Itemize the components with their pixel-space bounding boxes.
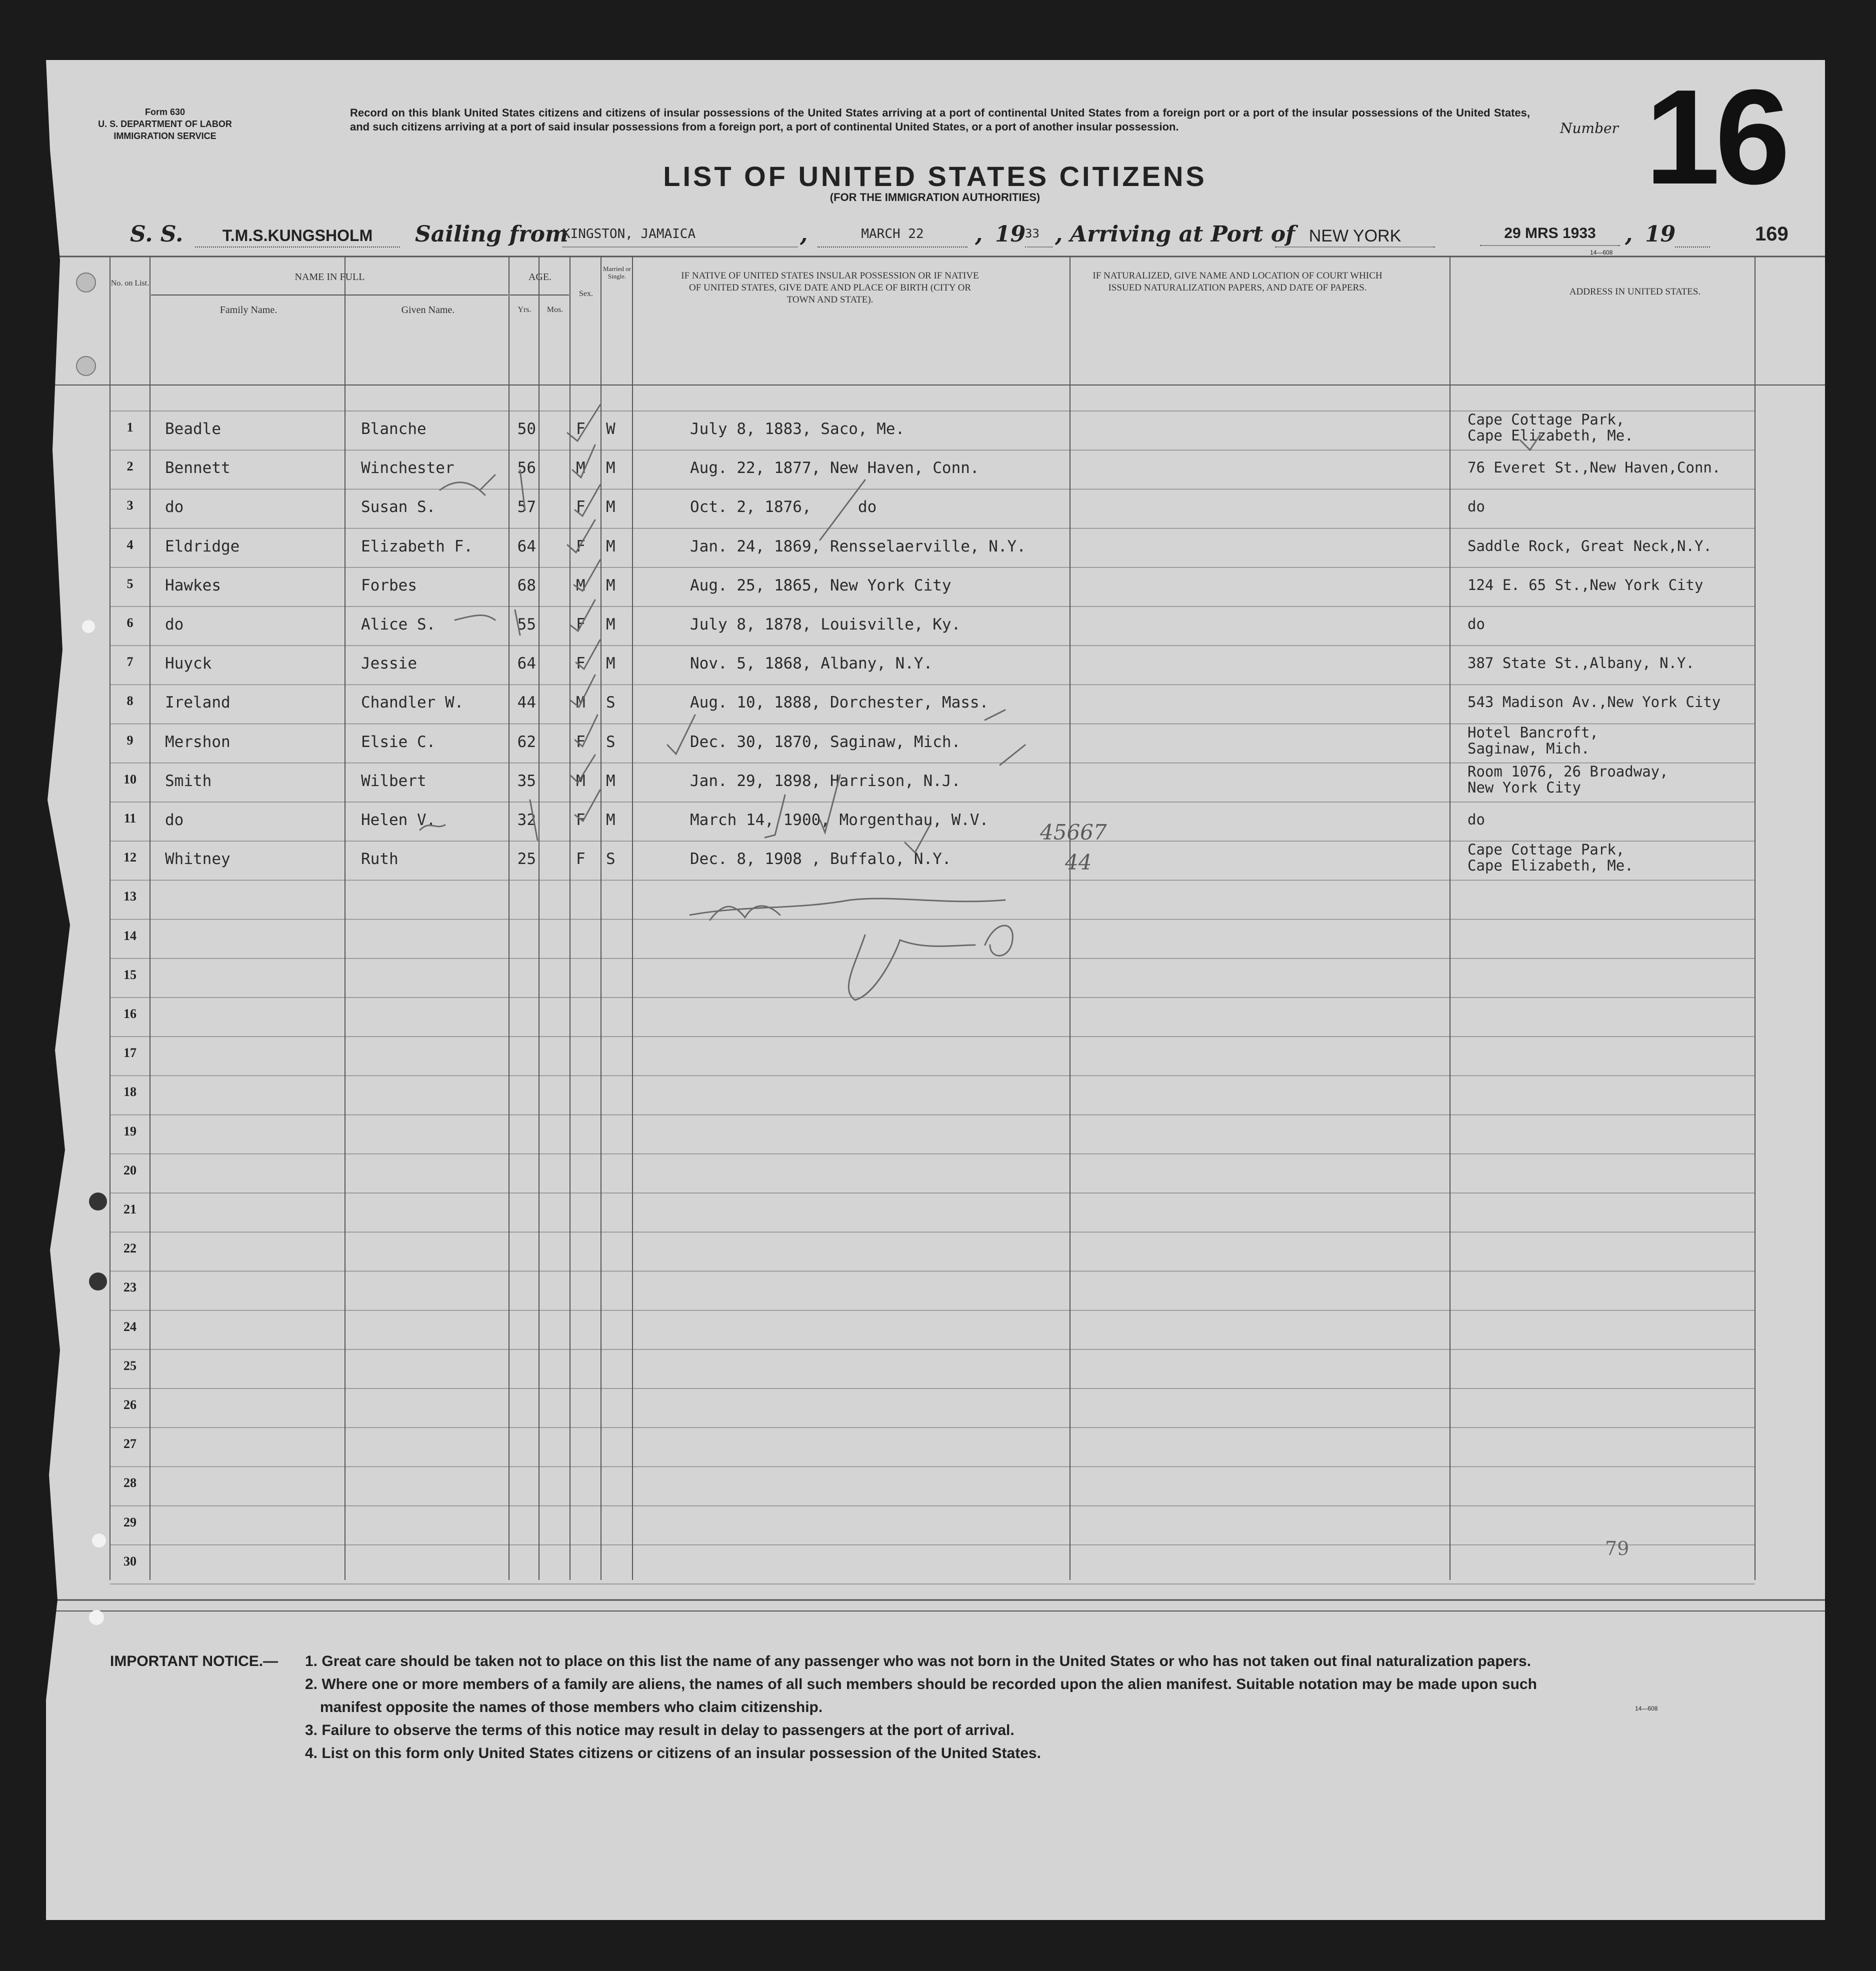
year-prefix-2: 19 (1645, 222, 1676, 247)
marital-status-cell: W (606, 420, 616, 438)
department-name: U. S. DEPARTMENT OF LABOR (98, 119, 232, 129)
birth-place-cell: Aug. 22, 1877, New Haven, Conn. (690, 459, 980, 478)
row-number: 12 (124, 850, 136, 865)
given-name-cell: Helen V. (361, 811, 436, 829)
check-mark (820, 480, 865, 540)
address-line-1-cell: Cape Cottage Park, (1468, 411, 1625, 428)
col-naturalized: IF NATURALIZED, GIVE NAME AND LOCATION OF COURT WHICH ISSUED NATURALIZATION PAPERS, AND DATE OF PAPERS. (1092, 270, 1382, 293)
family-name-cell: do (165, 811, 184, 829)
col-family-name: Family Name. (220, 304, 278, 316)
marital-status-cell: S (606, 694, 616, 712)
col-sex: Sex. (579, 290, 593, 298)
binder-hole (89, 1272, 107, 1290)
sex-cell: F (576, 732, 586, 751)
departure-port: KINGSTON, JAMAICA (562, 226, 798, 248)
col-address: ADDRESS IN UNITED STATES. (1569, 286, 1701, 297)
given-name-cell: Susan S. (361, 498, 436, 516)
notice-item: 3. Failure to observe the terms of this notice may result in delay to passengers at the port of arrival. (305, 1722, 1014, 1738)
arrival-date-stamp: 29 MRS 1933 (1480, 225, 1620, 246)
binder-hole (92, 1534, 106, 1548)
check-mark (572, 445, 595, 478)
inspector-signature (690, 898, 1005, 915)
family-name-cell: Smith (165, 772, 212, 790)
sex-cell: F (576, 616, 586, 634)
departure-date: MARCH 22 (818, 226, 968, 248)
col-age: AGE. (528, 272, 552, 282)
age-cell: 32 (517, 811, 536, 829)
col-no: No. on List. (110, 279, 150, 288)
sex-cell: M (576, 459, 586, 478)
row-number: 10 (124, 772, 136, 786)
address-line-1-cell: Saddle Rock, Great Neck,N.Y. (1468, 537, 1712, 554)
family-name-cell: Ireland (165, 694, 230, 712)
marital-status-cell: M (606, 537, 616, 556)
check-mark (820, 775, 840, 832)
check-mark (570, 755, 595, 782)
row-number: 19 (124, 1124, 136, 1138)
age-cell: 50 (517, 420, 536, 438)
row-number: 22 (124, 1241, 136, 1256)
address-line-1-cell: 543 Madison Av.,New York City (1468, 694, 1721, 711)
check-mark (905, 825, 930, 852)
address-line-1-cell: do (1468, 616, 1485, 632)
age-cell: 64 (517, 537, 536, 556)
check-mark (568, 520, 595, 552)
address-line-1-cell: 387 State St.,Albany, N.Y. (1468, 654, 1694, 672)
birth-place-cell: Nov. 5, 1868, Albany, N.Y. (690, 654, 933, 673)
sex-cell: F (576, 850, 586, 868)
marital-status-cell: M (606, 459, 616, 478)
arriving-label: Arriving at Port of (1070, 222, 1296, 247)
page-title: LIST OF UNITED STATES CITIZENS (663, 160, 1207, 192)
binder-hole (82, 620, 95, 633)
age-cell: 35 (517, 772, 536, 790)
row-number: 14 (124, 928, 136, 943)
handwritten-marks (45, 60, 1825, 1920)
row-number: 24 (124, 1319, 136, 1334)
age-cell: 56 (517, 459, 536, 478)
birth-place-cell: Dec. 30, 1870, Saginaw, Mich. (690, 732, 961, 751)
service-name: IMMIGRATION SERVICE (114, 131, 216, 141)
marital-status-cell: S (606, 732, 616, 751)
row-number: 5 (126, 576, 134, 591)
age-cell: 64 (517, 654, 536, 673)
col-yrs: Yrs. (518, 306, 532, 314)
address-line-2-cell: Saginaw, Mich. (1468, 740, 1590, 757)
handwritten-note-number: 45667 (1040, 820, 1107, 844)
marital-status-cell: M (606, 498, 616, 516)
birth-place-cell: Jan. 29, 1898, Harrison, N.J. (690, 772, 961, 790)
check-mark (570, 675, 595, 707)
check-mark (570, 600, 595, 631)
given-name-cell: Chandler W. (361, 694, 464, 712)
sex-cell: M (576, 772, 586, 790)
printer-mark: 14—608 (1590, 249, 1613, 256)
given-name-cell: Forbes (361, 576, 417, 594)
row-number: 28 (124, 1476, 136, 1490)
check-mark (575, 715, 598, 746)
row-number: 17 (124, 1046, 136, 1060)
handwritten-note-count: 44 (1065, 850, 1092, 874)
sex-cell: F (576, 654, 586, 673)
address-line-1-cell: 76 Everet St.,New Haven,Conn. (1468, 459, 1721, 476)
age-cell: 44 (517, 694, 536, 712)
address-line-1-cell: do (1468, 811, 1485, 828)
family-name-cell: Hawkes (165, 576, 221, 594)
check-mark (575, 790, 600, 821)
family-name-cell: do (165, 616, 184, 634)
bottom-note-number: 79 (1605, 1538, 1630, 1560)
notice-item: 1. Great care should be taken not to place on this list the name of any passenger who was not born in the United States or who has not taken out final naturalization papers. (305, 1653, 1532, 1670)
birth-place-cell: Jan. 24, 1869, Rensselaerville, N.Y. (690, 537, 1026, 556)
notice-label: IMPORTANT NOTICE.— (110, 1653, 278, 1670)
age-cell: 68 (517, 576, 536, 594)
given-name-cell: Wilbert (361, 772, 426, 790)
ss-label: S. S. (130, 222, 184, 247)
row-number: 16 (124, 1006, 136, 1021)
notice-printer-mark: 14—608 (1635, 1705, 1658, 1712)
voyage-line: S. S. T.M.S.KUNGSHOLM Sailing from KINGSTON, JAMAICA , MARCH 22 , 19 33 , Arriving at Port of NEW YORK 29 MRS 1933 , 19 169 (130, 222, 1788, 247)
notice-items (305, 1650, 1805, 1765)
marital-status-cell: M (606, 811, 616, 829)
manifest-sheet (45, 60, 1825, 1920)
birth-place-cell: Dec. 8, 1908 , Buffalo, N.Y. (690, 850, 952, 868)
row-number: 7 (126, 654, 134, 670)
birth-place-cell: July 8, 1883, Saco, Me. (690, 420, 905, 438)
row-number: 2 (126, 459, 134, 474)
address-line-2-cell: Cape Elizabeth, Me. (1468, 427, 1634, 444)
given-name-cell: Elizabeth F. (361, 537, 473, 556)
row-number: 6 (126, 616, 134, 630)
page-subtitle: (FOR THE IMMIGRATION AUTHORITIES) (830, 191, 1040, 204)
year-suffix: 33 (1025, 226, 1052, 248)
row-number: 3 (126, 498, 134, 513)
page-number: 169 (1755, 223, 1788, 245)
marital-status-cell: M (606, 576, 616, 594)
check-mark (575, 485, 600, 516)
family-name-cell: Bennett (165, 459, 230, 478)
given-name-cell: Elsie C. (361, 732, 436, 751)
family-name-cell: Beadle (165, 420, 221, 438)
given-name-cell: Winchester (361, 459, 454, 478)
form-number: Form 630 (144, 107, 186, 117)
row-number: 18 (124, 1084, 136, 1100)
birth-place-cell: Oct. 2, 1876, do (690, 498, 877, 516)
year-prefix: 19 (995, 222, 1026, 247)
sex-cell: F (576, 498, 586, 516)
check-mark (576, 640, 600, 669)
check-mark (568, 405, 600, 441)
marital-status-cell: M (606, 772, 616, 790)
col-birth: IF NATIVE OF UNITED STATES INSULAR POSSESSION OR IF NATIVE OF UNITED STATES, GIVE DATE AND PLACE OF BIRTH (CITY OR TOWN AND STATE). (681, 270, 979, 305)
form-instructions: Record on this blank United States citizens and citizens of insular possessions of the United States arriving at a port of continental United States from a foreign port or a port of the insular possessions of the United States, and such citizens arriving at a port of said insular possessions from a foreign port, a port of continental United States, or a port of another insular possession. (350, 106, 1530, 133)
address-line-2-cell: Cape Elizabeth, Me. (1468, 857, 1634, 874)
arrival-port: NEW YORK (1275, 226, 1435, 248)
row-number: 20 (124, 1162, 136, 1178)
given-name-cell: Alice S. (361, 616, 436, 634)
address-line-1-cell: 124 E. 65 St.,New York City (1468, 576, 1704, 594)
notice-item: 4. List on this form only United States citizens or citizens of an insular possession of the United States. (305, 1745, 1041, 1762)
col-married-single: Married or Single. (603, 265, 631, 280)
address-line-2-cell: New York City (1468, 778, 1581, 796)
age-cell: 62 (517, 732, 536, 751)
marital-status-cell: M (606, 616, 616, 634)
age-cell: 55 (517, 616, 536, 634)
given-name-cell: Blanche (361, 420, 426, 438)
sex-cell: F (576, 420, 586, 438)
notice-item: 2. Where one or more members of a family are aliens, the names of all such members should be recorded upon the alien manifest. Suitable notation may be made upon such (305, 1676, 1537, 1692)
inspector-initials (848, 935, 975, 1000)
binder-hole (76, 272, 96, 292)
sex-cell: M (576, 576, 586, 594)
address-line-1-cell: Room 1076, 26 Broadway, (1468, 762, 1668, 780)
given-name-cell: Ruth (361, 850, 398, 868)
sailing-label: Sailing from (415, 222, 568, 247)
binder-hole (89, 1192, 107, 1210)
col-mos: Mos. (546, 306, 564, 314)
age-cell: 25 (517, 850, 536, 868)
check-mark (765, 795, 785, 838)
list-number: 16 (1645, 62, 1786, 212)
number-label: Number (1560, 120, 1618, 136)
row-number: 26 (124, 1398, 136, 1412)
marital-status-cell: S (606, 850, 616, 868)
binder-hole (89, 1610, 104, 1625)
age-cell: 57 (517, 498, 536, 516)
row-number: 30 (124, 1554, 136, 1568)
address-line-1-cell: Cape Cottage Park, (1468, 841, 1625, 858)
row-number: 15 (124, 967, 136, 982)
row-number: 23 (124, 1280, 136, 1295)
address-line-1-cell: do (1468, 498, 1485, 516)
family-name-cell: Mershon (165, 732, 230, 751)
row-number: 11 (124, 811, 136, 826)
family-name-cell: do (165, 498, 184, 516)
row-number: 1 (126, 420, 134, 434)
address-line-1-cell: Hotel Bancroft, (1468, 724, 1598, 741)
row-number: 8 (126, 694, 134, 708)
row-number: 27 (124, 1436, 136, 1452)
sex-cell: M (576, 694, 586, 712)
sex-cell: F (576, 537, 586, 556)
given-name-cell: Jessie (361, 654, 417, 673)
row-number: 13 (124, 889, 136, 904)
birth-place-cell: Aug. 10, 1888, Dorchester, Mass. (690, 694, 989, 712)
row-number: 29 (124, 1514, 136, 1530)
sex-cell: F (576, 811, 586, 829)
check-mark (668, 715, 695, 754)
row-number: 4 (126, 537, 134, 552)
marital-status-cell: M (606, 654, 616, 673)
family-name-cell: Huyck (165, 654, 212, 673)
ship-name: T.M.S.KUNGSHOLM (195, 226, 400, 248)
col-name-in-full: NAME IN FULL (294, 272, 365, 282)
family-name-cell: Eldridge (165, 537, 240, 556)
col-given-name: Given Name. (401, 304, 455, 316)
row-number: 9 (126, 732, 134, 748)
row-number: 21 (124, 1202, 136, 1216)
family-name-cell: Whitney (165, 850, 230, 868)
notice-item: manifest opposite the names of those members who claim citizenship. (320, 1699, 823, 1716)
check-mark (574, 560, 600, 591)
row-number: 25 (124, 1358, 136, 1373)
binder-hole (76, 356, 96, 376)
birth-place-cell: Aug. 25, 1865, New York City (690, 576, 952, 594)
birth-place-cell: July 8, 1878, Louisville, Ky. (690, 616, 961, 634)
birth-place-cell: March 14, 1900, Morgenthau, W.V. (690, 811, 989, 829)
